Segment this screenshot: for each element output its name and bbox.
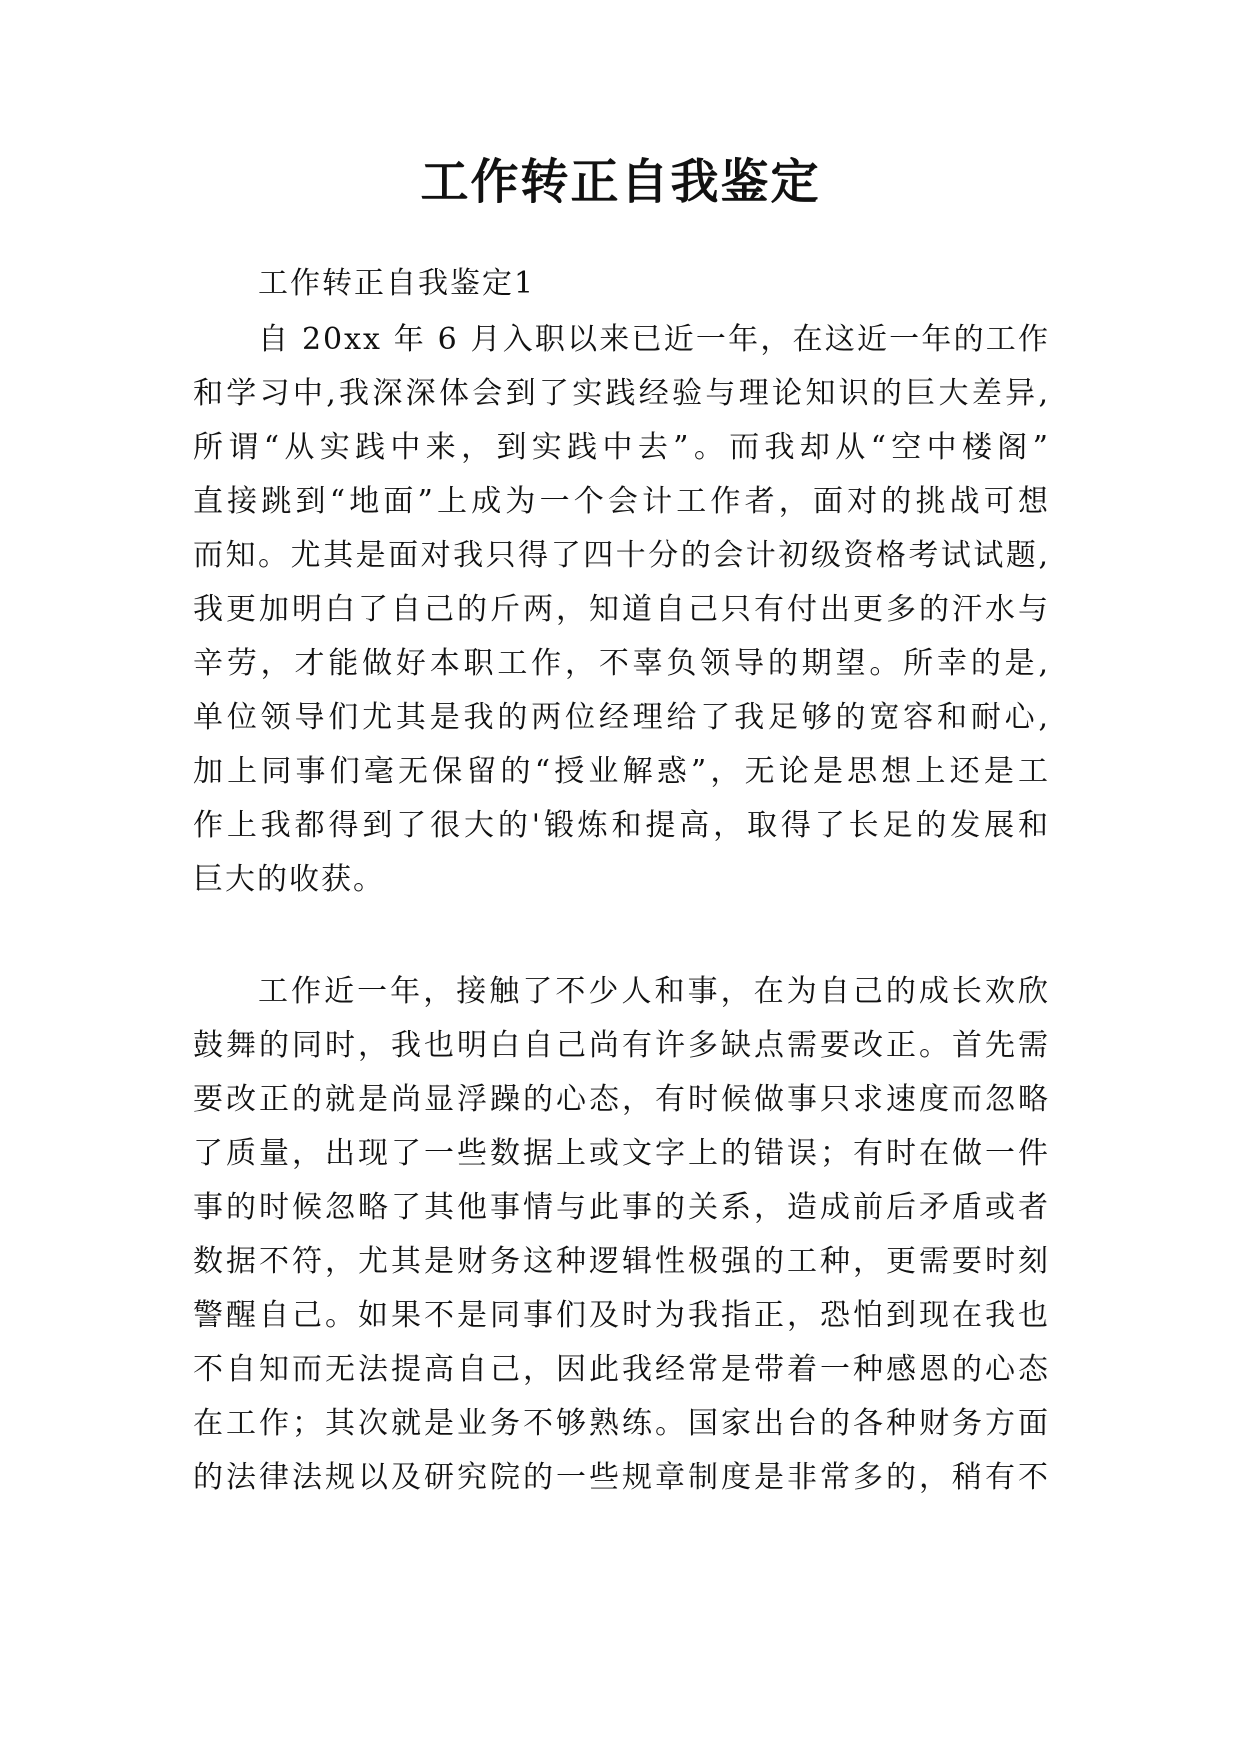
paragraph-line: 警醒自己。如果不是同事们及时为我指正，恐怕到现在我也 [193, 1298, 1050, 1333]
paragraph-line: 自 20xx 年 6 月入职以来已近一年，在这近一年的工作 [258, 322, 1050, 357]
paragraph-line: 在工作；其次就是业务不够熟练。国家出台的各种财务方面 [193, 1406, 1050, 1441]
paragraph-line: 而知。尤其是面对我只得了四十分的会计初级资格考试试题, [193, 538, 1050, 573]
paragraph-line: 辛劳，才能做好本职工作，不辜负领导的期望。所幸的是, [193, 646, 1050, 681]
paragraph-line: 作上我都得到了很大的'锻炼和提高，取得了长足的发展和 [193, 808, 1050, 843]
paragraph-line: 工作近一年，接触了不少人和事，在为自己的成长欢欣 [258, 974, 1050, 1009]
paragraph-line: 事的时候忽略了其他事情与此事的关系，造成前后矛盾或者 [193, 1190, 1050, 1225]
paragraph-line: 数据不符，尤其是财务这种逻辑性极强的工种，更需要时刻 [193, 1244, 1050, 1279]
document-title: 工作转正自我鉴定 [420, 154, 821, 210]
paragraph-line: 鼓舞的同时，我也明白自己尚有许多缺点需要改正。首先需 [193, 1028, 1050, 1063]
section-heading: 工作转正自我鉴定1 [258, 266, 536, 301]
paragraph-line: 加上同事们毫无保留的“授业解惑”，无论是思想上还是工 [193, 754, 1050, 789]
paragraph-line: 不自知而无法提高自己，因此我经常是带着一种感恩的心态 [193, 1352, 1050, 1387]
paragraph-line: 单位领导们尤其是我的两位经理给了我足够的宽容和耐心, [193, 700, 1050, 735]
paragraph-line: 要改正的就是尚显浮躁的心态，有时候做事只求速度而忽略 [193, 1082, 1050, 1117]
paragraph-line: 所谓“从实践中来，到实践中去”。而我却从“空中楼阁” [193, 430, 1050, 465]
paragraph-line: 我更加明白了自己的斤两，知道自己只有付出更多的汗水与 [193, 592, 1050, 627]
paragraph-line: 直接跳到“地面”上成为一个会计工作者，面对的挑战可想 [193, 484, 1050, 519]
paragraph-line: 了质量，出现了一些数据上或文字上的错误；有时在做一件 [193, 1136, 1050, 1171]
paragraph-line: 的法律法规以及研究院的一些规章制度是非常多的，稍有不 [193, 1460, 1050, 1495]
paragraph-line: 巨大的收获。 [193, 862, 385, 897]
paragraph-line: 和学习中,我深深体会到了实践经验与理论知识的巨大差异, [193, 376, 1050, 411]
